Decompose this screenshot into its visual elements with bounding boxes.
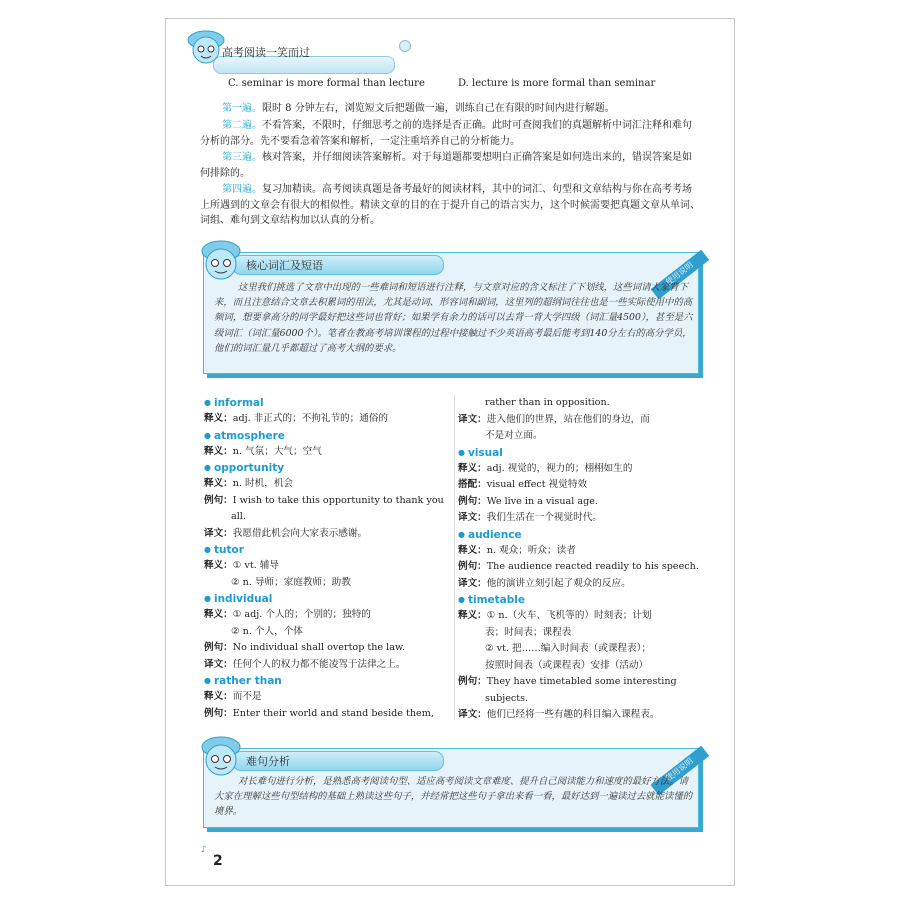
step-paragraph xyxy=(200,101,700,117)
vocab-line-label: 例句： xyxy=(458,495,487,507)
vocab-line xyxy=(458,641,700,658)
bullet-icon: ● xyxy=(458,447,465,457)
vocab-line xyxy=(458,707,700,724)
step-paragraph xyxy=(200,182,700,229)
vocab-line-text: visual effect 视觉特效 xyxy=(486,479,588,490)
vocab-line-label: 例句： xyxy=(204,642,233,653)
vocab-word-text: audience xyxy=(467,528,522,541)
vocab-word-text: individual xyxy=(213,593,273,605)
bullet-icon: ● xyxy=(204,594,211,603)
vocab-line xyxy=(458,510,700,527)
vocab-line-label: 释义： xyxy=(204,609,233,620)
vocab-word xyxy=(458,527,700,543)
vocab-line xyxy=(458,494,700,511)
vocab-line xyxy=(204,706,449,723)
step-text: 不看答案，不限时，仔细思考之前的选择是否正确。此时可查阅我们的真题解析中词汇注释和难句分析的部分。先不要看急着答案和解析，一定注重培养自己的分析能力。 xyxy=(200,120,692,147)
vocab-line-label: 译文： xyxy=(458,512,487,523)
vocab-line xyxy=(204,444,449,461)
vocab-line-text: The audience reacted readily to his speech. xyxy=(486,561,699,572)
vocab-right-column xyxy=(458,395,700,724)
vocab-line-text: No individual shall overtop the law. xyxy=(232,642,406,653)
vocab-line xyxy=(204,476,449,493)
vocab-line-label: 例句： xyxy=(204,707,233,719)
vocab-word xyxy=(204,395,449,411)
vocab-line-text: subjects. xyxy=(485,692,529,704)
column-divider xyxy=(454,395,455,720)
vocab-word-text: atmosphere xyxy=(213,429,285,442)
step-tag: 第二遍。 xyxy=(222,120,262,131)
bullet-icon: ● xyxy=(204,430,211,440)
vocab-line-text: ① adj. 个人的；个别的；独特的 xyxy=(232,609,371,620)
vocab-word xyxy=(204,428,449,444)
note-icon: ♪ xyxy=(201,845,207,855)
vocab-word xyxy=(458,592,700,608)
vocab-line-text: 表；时间表；课程表 xyxy=(485,626,572,638)
vocab-line-text: We live in a visual age. xyxy=(486,495,598,507)
option-c: C. seminar is more formal than lecture xyxy=(228,78,425,89)
vocab-line-label: 释义： xyxy=(204,445,233,457)
usage-ribbon: 使用说明 xyxy=(651,746,709,796)
vocab-line xyxy=(458,477,700,494)
vocab-line xyxy=(204,509,449,526)
vocab-line-text: 而不是 xyxy=(232,691,262,702)
vocab-line-text: n. 时机，机会 xyxy=(232,478,294,489)
vocab-line xyxy=(458,428,700,445)
vocab-line-text: 不是对立面。 xyxy=(485,430,543,441)
vocab-line-label: 释义： xyxy=(204,560,233,571)
vocab-line-label: 译文： xyxy=(458,413,487,425)
vocab-line xyxy=(204,657,449,674)
vocab-line-text: 我们生活在一个视觉时代。 xyxy=(486,512,602,523)
vocab-word-text: rather than xyxy=(213,675,282,687)
vocab-left-column xyxy=(204,395,449,722)
bullet-icon: ● xyxy=(204,545,211,554)
vocab-line-label: 释义： xyxy=(204,478,233,489)
vocab-line-label: 搭配： xyxy=(458,479,487,490)
vocab-line xyxy=(458,691,700,708)
vocab-line-text: 按照时间表（或课程表）安排（活动） xyxy=(485,659,649,671)
vocab-line-text: Enter their world and stand beside them, xyxy=(232,707,434,719)
vocab-word-text: timetable xyxy=(467,594,526,606)
vocab-line-label: 译文： xyxy=(458,709,487,720)
vocab-line-text: all. xyxy=(231,511,246,522)
vocab-line-label: 例句： xyxy=(204,494,233,506)
vocab-line xyxy=(204,689,449,706)
vocab-line xyxy=(204,493,449,510)
vocab-word xyxy=(204,542,449,558)
vocab-line xyxy=(458,576,700,593)
vocab-line xyxy=(458,658,700,675)
bullet-icon: ● xyxy=(458,529,465,539)
bullet-icon: ● xyxy=(204,398,211,407)
vocab-word-text: informal xyxy=(213,397,264,409)
vocab-line xyxy=(204,640,449,657)
header-title: 高考阅读一笑而过 xyxy=(222,46,310,59)
mascot-icon xyxy=(185,26,227,66)
vocab-line xyxy=(458,412,700,429)
vocab-line-text: 他的演讲立刻引起了观众的反应。 xyxy=(486,577,631,589)
vocab-line xyxy=(204,575,449,592)
sentence-box-title: 难句分析 xyxy=(246,755,290,768)
vocab-line xyxy=(204,526,449,543)
vocab-line-text: ② n. 个人，个体 xyxy=(231,625,303,637)
step-paragraph xyxy=(200,150,700,181)
vocab-line xyxy=(204,558,449,575)
usage-ribbon: 使用说明 xyxy=(651,250,709,300)
vocab-line-text: 任何个人的权力都不能凌驾于法律之上。 xyxy=(232,658,406,670)
vocab-word xyxy=(458,445,700,461)
vocab-line-text: rather than in opposition. xyxy=(485,397,610,408)
vocab-line-label: 释义： xyxy=(204,413,233,424)
vocab-line-text: n. 气氛；大气；空气 xyxy=(232,445,322,457)
vocab-line xyxy=(204,607,449,624)
vocab-line-text: They have timetabled some interesting xyxy=(486,676,677,687)
vocab-line xyxy=(458,559,700,576)
step-tag: 第一遍。 xyxy=(222,103,262,114)
vocab-line xyxy=(204,624,449,641)
vocab-word-text: visual xyxy=(467,446,503,459)
vocab-word-text: opportunity xyxy=(213,462,285,474)
vocab-line-text: 我愿借此机会向大家表示感谢。 xyxy=(232,527,368,539)
vocab-word-text: tutor xyxy=(213,544,244,556)
vocab-line-text: ① n.（火车、飞机等的）时刻表；计划 xyxy=(486,610,652,621)
vocab-box-title: 核心词汇及短语 xyxy=(246,259,323,272)
mascot-icon xyxy=(198,733,244,779)
vocab-line-label: 释义： xyxy=(204,691,233,702)
step-text: 限时 8 分钟左右，浏览短文后把题做一遍，训练自己在有限的时间内进行解题。 xyxy=(262,103,615,114)
vocab-word xyxy=(204,591,449,607)
vocab-line-text: 进入他们的世界，站在他们的身边，而 xyxy=(486,413,650,425)
vocab-box-text: 这里我们挑选了文章中出现的一些难词和短语进行注释，与文章对应的含义标注了下划线，这些词请大家背下来，而且注意结合文章去积累词的用法，尤其是动词、形容词和副词，这里列的超纲词往往也是一些实际使用中的高频词，想要拿高分的同学最好把这些词也背好；如果学有余力的话可以去背一背大学四级（词汇量4500），甚至是六级词汇（词汇量6000个）。笔者在教高考培训课程的过程中接触过不少英语高考最后能考到140分左右的高分学员，他们的词汇量几乎都超过了高考大纲的要求。 xyxy=(214,282,693,354)
vocab-line xyxy=(458,608,700,625)
vocab-line-label: 释义： xyxy=(458,462,487,474)
option-d: D. lecture is more formal than seminar xyxy=(458,78,656,89)
vocab-line xyxy=(458,395,700,412)
vocab-line-label: 译文： xyxy=(458,577,487,589)
vocab-line-label: 例句： xyxy=(458,561,487,572)
step-paragraph xyxy=(200,118,700,149)
vocab-line-text: n. 观众；听众；读者 xyxy=(486,544,576,556)
vocab-line-text: adj. 非正式的；不拘礼节的；通俗的 xyxy=(232,413,389,424)
vocab-word xyxy=(204,460,449,476)
vocab-line xyxy=(458,461,700,478)
vocab-line-text: 他们已经将一些有趣的科目编入课程表。 xyxy=(486,709,660,720)
step-text: 复习加精读。高考阅读真题是备考最好的阅读材料，其中的词汇、句型和文章结构与你在高考考场上所遇到的文章会有很大的相似性。精读文章的目的在于提升自己的语言实力，这个时候需要把真题文章从单词、词组、难句到文章结构加以认真的分析。 xyxy=(200,184,700,227)
vocab-line xyxy=(458,674,700,691)
mascot-icon xyxy=(198,237,244,283)
page-number: 2 xyxy=(213,853,223,869)
sentence-box-text: 对长难句进行分析，是熟悉高考阅读句型、适应高考阅读文章难度、提升自己阅读能力和速度的最好方法。请大家在理解这些句型结构的基础上熟读这些句子，并经常把这些句子拿出来看一看，最好达到一遍读过去就能读懂的境界。 xyxy=(214,776,693,818)
vocab-line-label: 例句： xyxy=(458,676,487,687)
vocab-line-text: ② n. 导师；家庭教师；助教 xyxy=(231,576,351,588)
vocab-line-label: 译文： xyxy=(204,658,233,670)
step-tag: 第三遍。 xyxy=(222,152,262,163)
vocab-line xyxy=(204,411,449,428)
header-dot-icon xyxy=(399,40,411,52)
vocab-line xyxy=(458,625,700,642)
vocab-line-text: I wish to take this opportunity to thank you xyxy=(232,494,444,506)
bullet-icon: ● xyxy=(458,595,465,604)
vocab-line-label: 译文： xyxy=(204,527,233,539)
vocab-line-text: adj. 视觉的，视力的；栩栩如生的 xyxy=(486,462,633,474)
vocab-line-text: ② vt. 把……编入时间表（或课程表）； xyxy=(485,643,652,654)
vocab-word xyxy=(204,673,449,689)
vocab-line xyxy=(458,543,700,560)
bullet-icon: ● xyxy=(204,463,211,472)
bullet-icon: ● xyxy=(204,676,211,685)
vocab-line-label: 释义： xyxy=(458,544,487,556)
vocab-line-label: 释义： xyxy=(458,610,487,621)
vocab-line-text: ① vt. 辅导 xyxy=(232,560,279,571)
step-text: 核对答案，并仔细阅读答案解析。对于每道题都要想明白正确答案是如何选出来的，错误答案是如何排除的。 xyxy=(200,152,692,179)
step-tag: 第四遍。 xyxy=(222,184,262,195)
